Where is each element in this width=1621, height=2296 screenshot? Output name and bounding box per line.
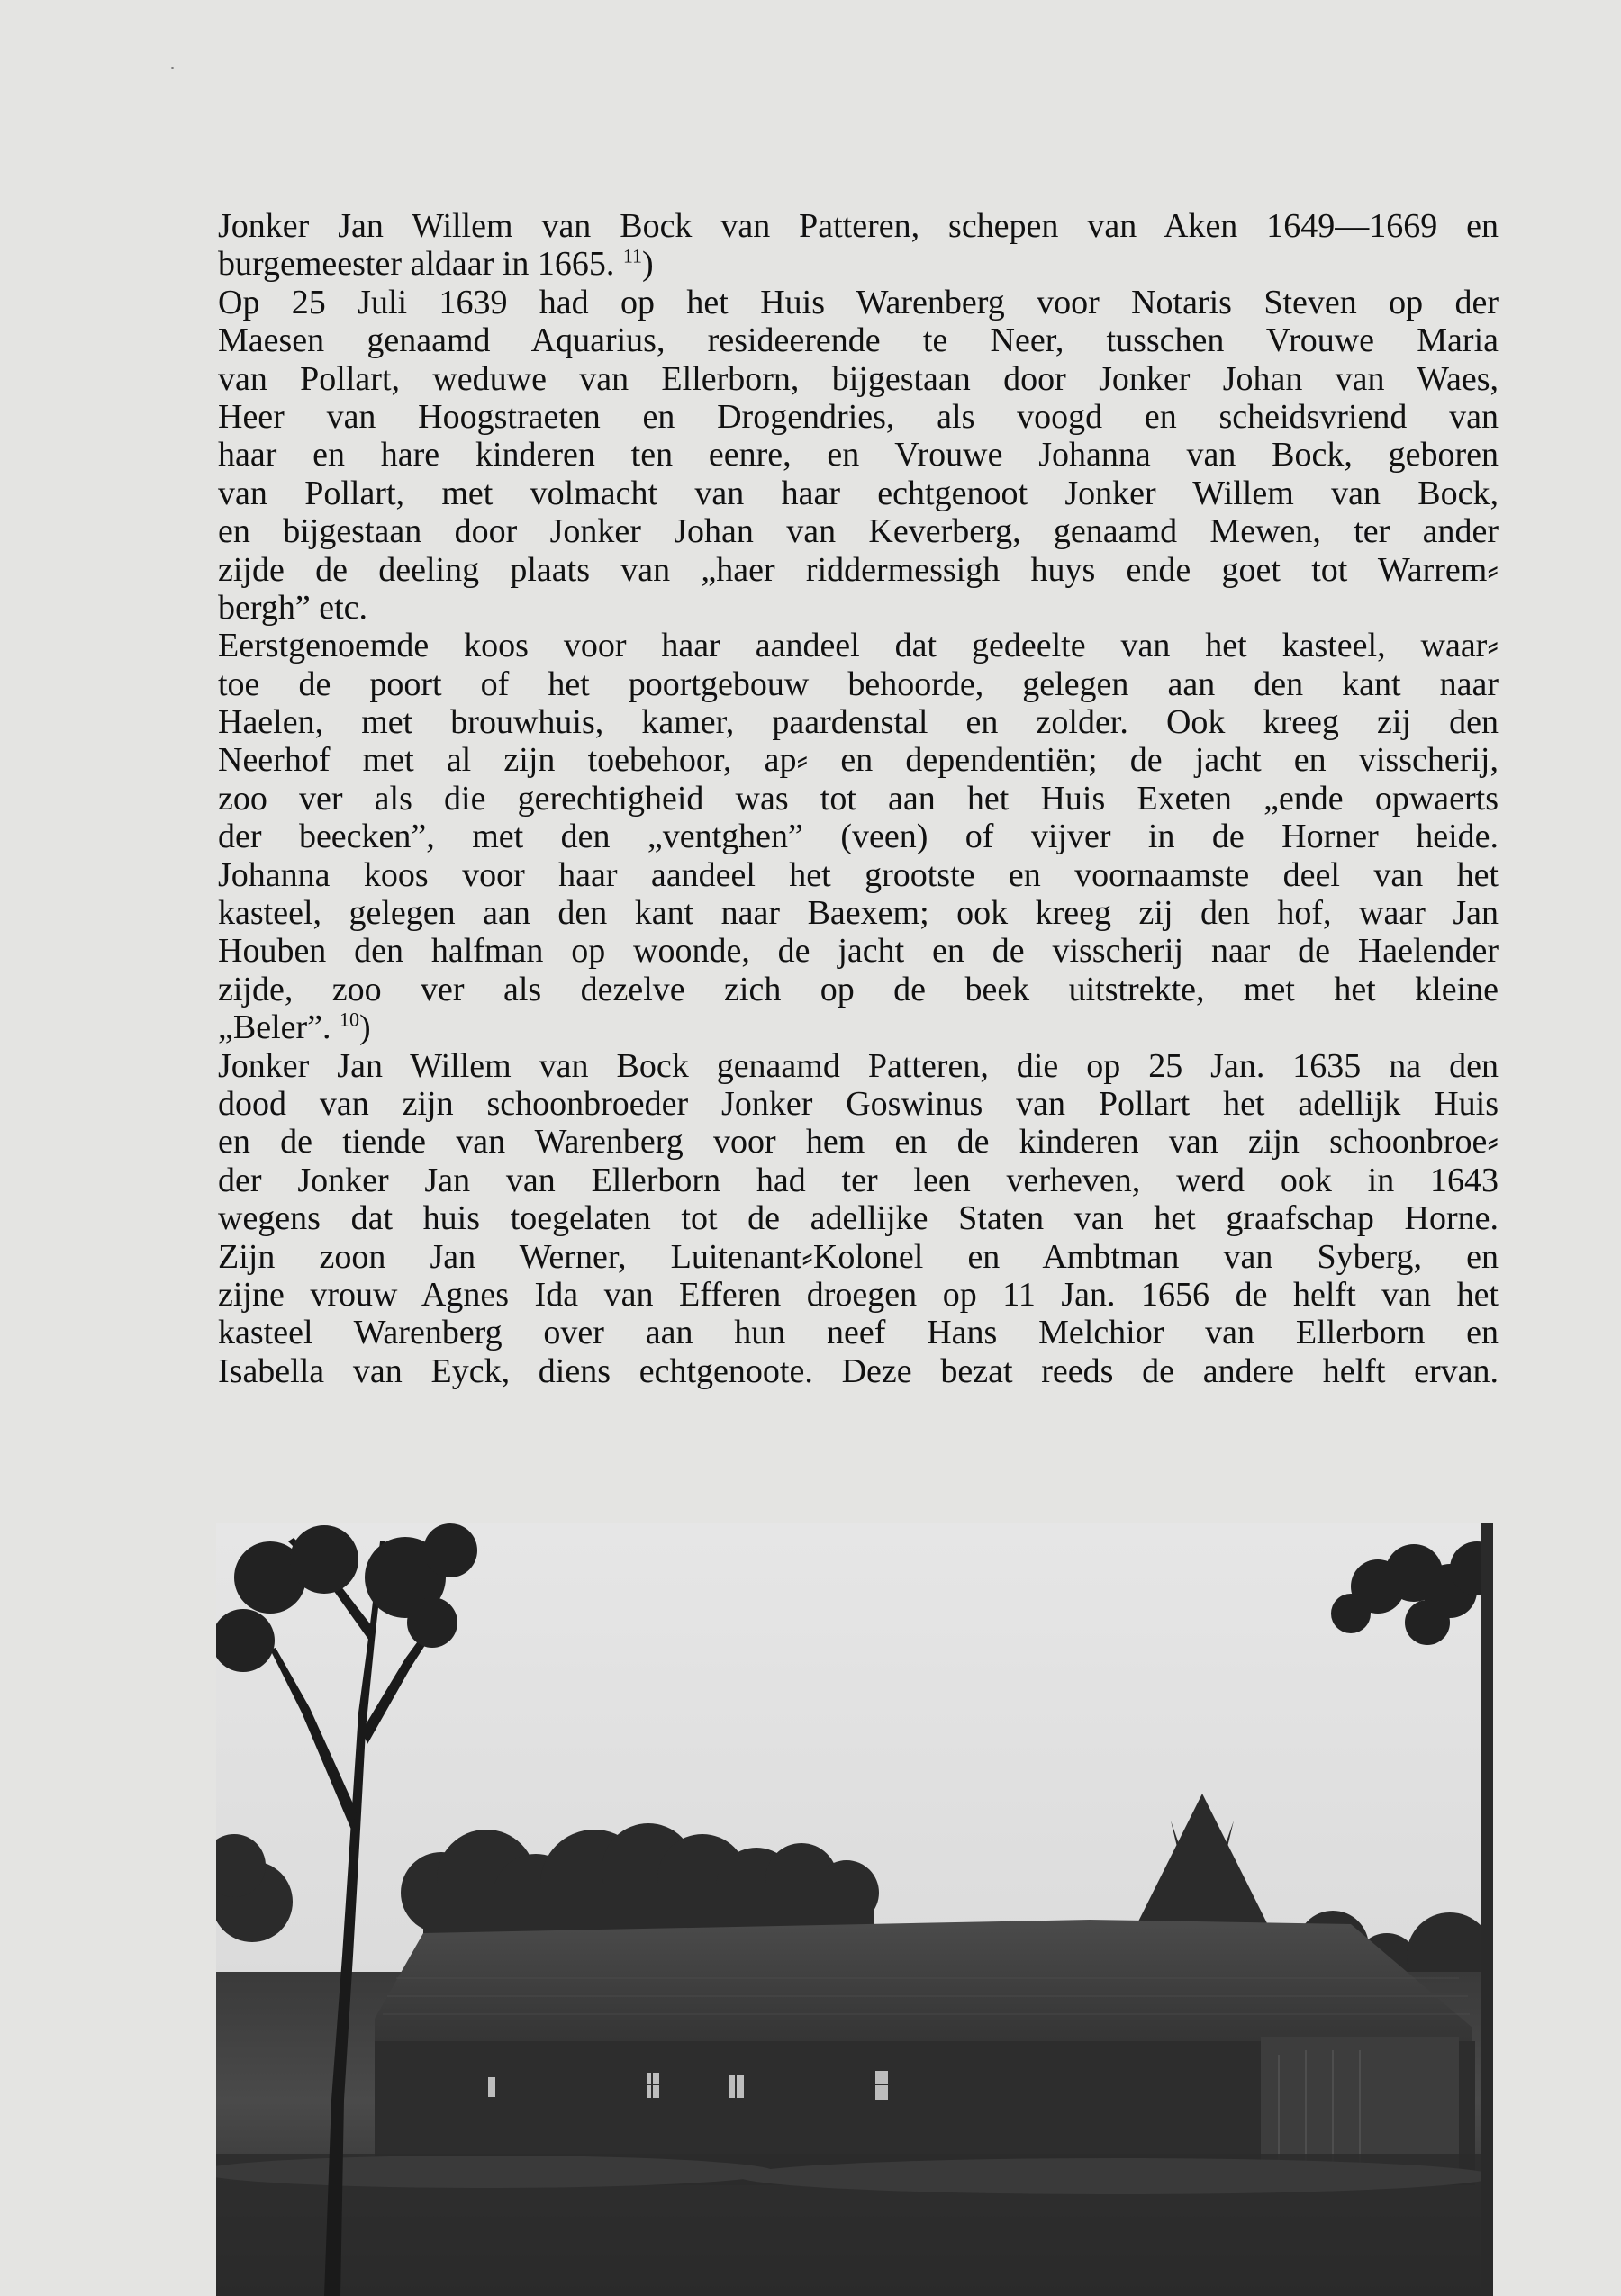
line-text: Neerhof met al zijn toebehoor, ap⸗ en dependentiën; de jacht en visscherij, [218,741,1499,780]
line-text: kasteel Warenberg over aan hun neef Hans Melchior van Ellerborn en [218,1314,1499,1352]
line-text: Houben den halfman op woonde, de jacht en de visscherij naar de Haelender [218,932,1499,971]
line-text: en bijgestaan door Jonker Johan van Keverberg, genaamd Mewen, ter ander [218,512,1499,551]
line-text: Jonker Jan Willem van Bock genaamd Patteren, die op 25 Jan. 1635 na den [218,1046,1499,1085]
text-line [218,932,1499,970]
text-line [218,1352,1499,1390]
line-text: kasteel, gelegen aan den kant naar Baexem; ook kreeg zij den hof, waar Jan [218,894,1499,933]
line-text: der Jonker Jan van Ellerborn had ter leen verheven, werd ook in 1643 [218,1161,1499,1199]
text-line [218,1276,1499,1314]
line-text: Op 25 Juli 1639 had op het Huis Warenberg voor Notaris Steven op der [218,283,1499,321]
line-text: burgemeester aldaar in 1665. [218,245,615,284]
line-text: Johanna koos voor haar aandeel het grootste en voornaamste deel van het [218,855,1499,894]
text-line [218,894,1499,932]
text-line [218,665,1499,703]
text-line [218,741,1499,779]
text-line [218,780,1499,818]
text-line [218,360,1499,398]
text-line [218,207,1499,245]
line-text: zijde de deeling plaats van „haer riddermessigh huys ende goet tot Warrem⸗ [218,550,1499,589]
line-text: Jonker Jan Willem van Bock van Patteren, schepen van Aken 1649—1669 en [218,207,1499,245]
line-text: zijne vrouw Agnes Ida van Efferen droegen op 11 Jan. 1656 de helft van het [218,1275,1499,1314]
text-line [218,703,1499,741]
line-text: zoo ver als die gerechtigheid was tot aan het Huis Exeten „ende opwaerts [218,779,1499,818]
line-text: van Pollart, weduwe van Ellerborn, bijgestaan door Jonker Johan van Waes, [218,359,1499,398]
paper-speck [171,67,174,69]
text-line [218,551,1499,589]
line-text: bergh” etc. [218,588,367,627]
text-line [218,1047,1499,1085]
text-line [218,436,1499,474]
line-text: zijde, zoo ver als dezelve zich op de beek uitstrekte, met het kleine [218,970,1499,1008]
line-text: Eerstgenoemde koos voor haar aandeel dat gedeelte van het kasteel, waar⸗ [218,627,1499,665]
line-text: Heer van Hoogstraeten en Drogendries, als voogd en scheidsvriend van [218,397,1499,436]
line-text: Maesen genaamd Aquarius, resideerende te Neer, tusschen Vrouwe Maria [218,321,1499,360]
line-text: toe de poort of het poortgebouw behoorde, gelegen aan den kant naar [218,664,1499,703]
line-text: wegens dat huis toegelaten tot de adellijke Staten van het graafschap Horne. [218,1199,1499,1238]
text-line [218,321,1499,359]
footnote-paren: ) [642,245,654,284]
text-line [218,1008,1499,1046]
line-text: dood van zijn schoonbroeder Jonker Goswinus van Pollart het adellijk Huis [218,1084,1499,1123]
text-line [218,627,1499,664]
footnote-marker: 11 [622,245,643,267]
line-text: Zijn zoon Jan Werner, Luitenant⸗Kolonel en Ambtman van Syberg, en [218,1237,1499,1276]
line-text: haar en hare kinderen ten eenre, en Vrouwe Johanna van Bock, geboren [218,436,1499,475]
text-line [218,1238,1499,1276]
line-text: van Pollart, met volmacht van haar echtgenoot Jonker Willem van Bock, [218,474,1499,512]
text-line [218,971,1499,1008]
text-line [218,475,1499,512]
body-text [218,207,1499,1390]
text-line [218,1314,1499,1351]
farmhouse [375,1920,1475,2185]
footnote-marker: 10 [340,1008,360,1031]
text-line [218,398,1499,436]
text-line [218,1162,1499,1199]
line-text: „Beler”. [218,1008,331,1047]
farmhouse-photo [216,1523,1493,2296]
text-line [218,856,1499,894]
text-line [218,818,1499,855]
line-text: Haelen, met brouwhuis, kamer, paardenstal en zolder. Ook kreeg zij den [218,703,1499,742]
text-line [218,1085,1499,1123]
text-line [218,512,1499,550]
line-text: en de tiende van Warenberg voor hem en de kinderen van zijn schoonbroe⸗ [218,1123,1499,1162]
line-text: der beecken”, met den „ventghen” (veen) of vijver in de Horner heide. [218,818,1499,856]
line-text: Isabella van Eyck, diens echtgenoote. Deze bezat reeds de andere helft ervan. [218,1351,1499,1390]
footnote-paren: ) [359,1008,371,1047]
text-line [218,589,1499,627]
text-line [218,245,1499,283]
text-line [218,1199,1499,1237]
text-line [218,1123,1499,1161]
photograph [216,1523,1493,2296]
text-line [218,284,1499,321]
